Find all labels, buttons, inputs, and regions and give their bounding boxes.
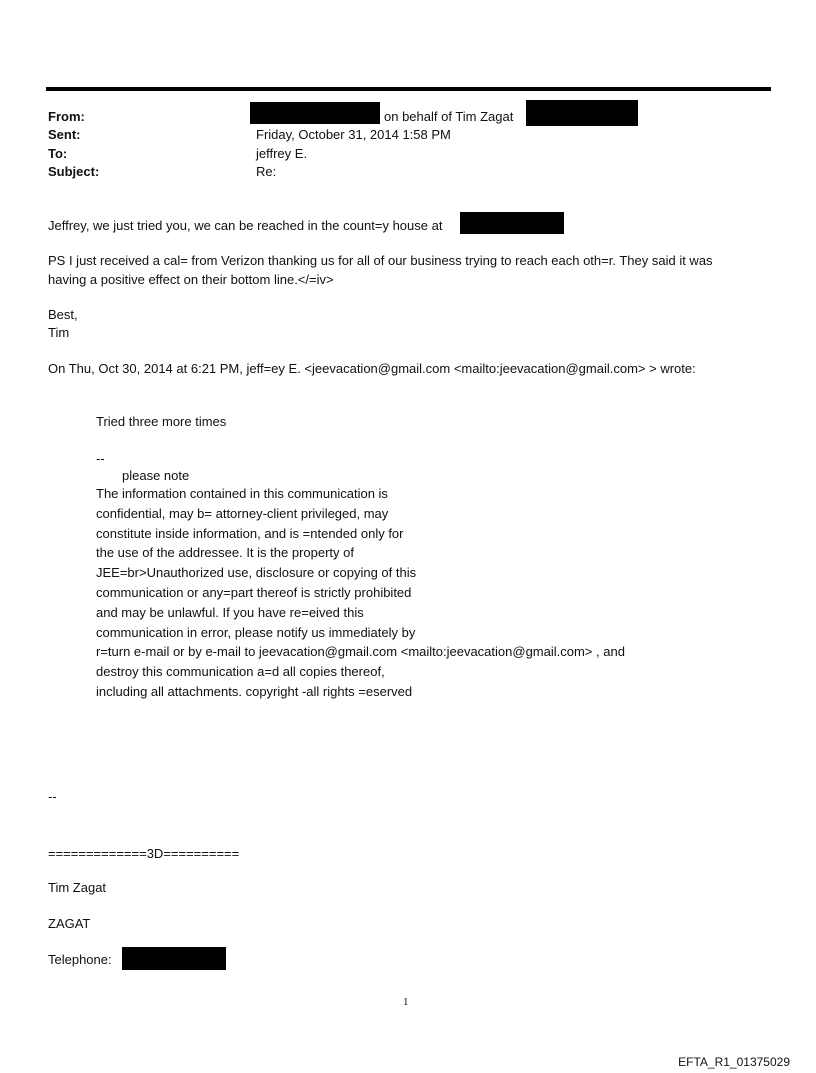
redaction-box	[122, 947, 226, 970]
signature-dashes: --	[48, 789, 57, 804]
header-rule	[46, 87, 771, 91]
subject-value: Re:	[256, 164, 277, 179]
signature-separator: =============3D==========	[48, 846, 240, 861]
quoted-please-note: please note	[122, 468, 190, 483]
disclaimer-line: destroy this communication a=d all copies thereof,	[96, 664, 385, 680]
from-value: on behalf of Tim Zagat	[384, 109, 514, 124]
sent-label: Sent:	[48, 127, 81, 142]
ps-line-1: PS I just received a cal= from Verizon thanking us for all of our business trying to reach each oth=r. They said it was	[48, 253, 713, 268]
disclaimer-line: constitute inside information, and is =ntended only for	[96, 525, 404, 541]
quoted-dashes: --	[96, 451, 105, 466]
disclaimer-line: communication or any=part thereof is strictly prohibited	[96, 584, 412, 600]
closing-best: Best,	[48, 307, 78, 322]
disclaimer-line: JEE=br>Unauthorized use, disclosure or copying of this	[96, 565, 417, 581]
disclaimer-line: including all attachments. copyright -all rights =eserved	[96, 683, 413, 699]
to-value: jeffrey E.	[256, 146, 308, 161]
disclaimer-line: communication in error, please notify us immediately by	[96, 624, 416, 640]
subject-label: Subject:	[48, 164, 100, 179]
sent-value: Friday, October 31, 2014 1:58 PM	[256, 127, 451, 142]
disclaimer-block	[96, 484, 625, 702]
quoted-tried: Tried three more times	[96, 414, 227, 429]
bates-number: EFTA_R1_01375029	[678, 1055, 790, 1069]
redaction-box	[526, 100, 638, 126]
body-line-1: Jeffrey, we just tried you, we can be reached in the count=y house at	[48, 218, 443, 233]
disclaimer-line: the use of the addressee. It is the property of	[96, 545, 354, 561]
disclaimer-line: r=turn e-mail or by e-mail to jeevacation@gmail.com <mailto:jeevacation@gmail.com> , and	[96, 644, 625, 660]
disclaimer-line: and may be unlawful. If you have re=eived this	[96, 604, 364, 620]
closing-name: Tim	[48, 325, 70, 340]
reply-attribution: On Thu, Oct 30, 2014 at 6:21 PM, jeff=ey E. <jeevacation@gmail.com <mailto:jeevacation@gmail.com> > wrote:	[48, 361, 696, 376]
to-label: To:	[48, 146, 68, 161]
disclaimer-line: confidential, may b= attorney-client privileged, may	[96, 505, 389, 521]
signature-name: Tim Zagat	[48, 880, 107, 895]
ps-line-2: having a positive effect on their bottom line.</=iv>	[48, 272, 334, 287]
from-label: From:	[48, 109, 85, 124]
signature-company: ZAGAT	[48, 916, 91, 931]
redaction-box	[460, 212, 564, 234]
redaction-box	[250, 102, 380, 124]
page-number: 1	[403, 996, 409, 1008]
disclaimer-line: The information contained in this communication is	[96, 486, 388, 501]
telephone-label: Telephone:	[48, 952, 112, 967]
